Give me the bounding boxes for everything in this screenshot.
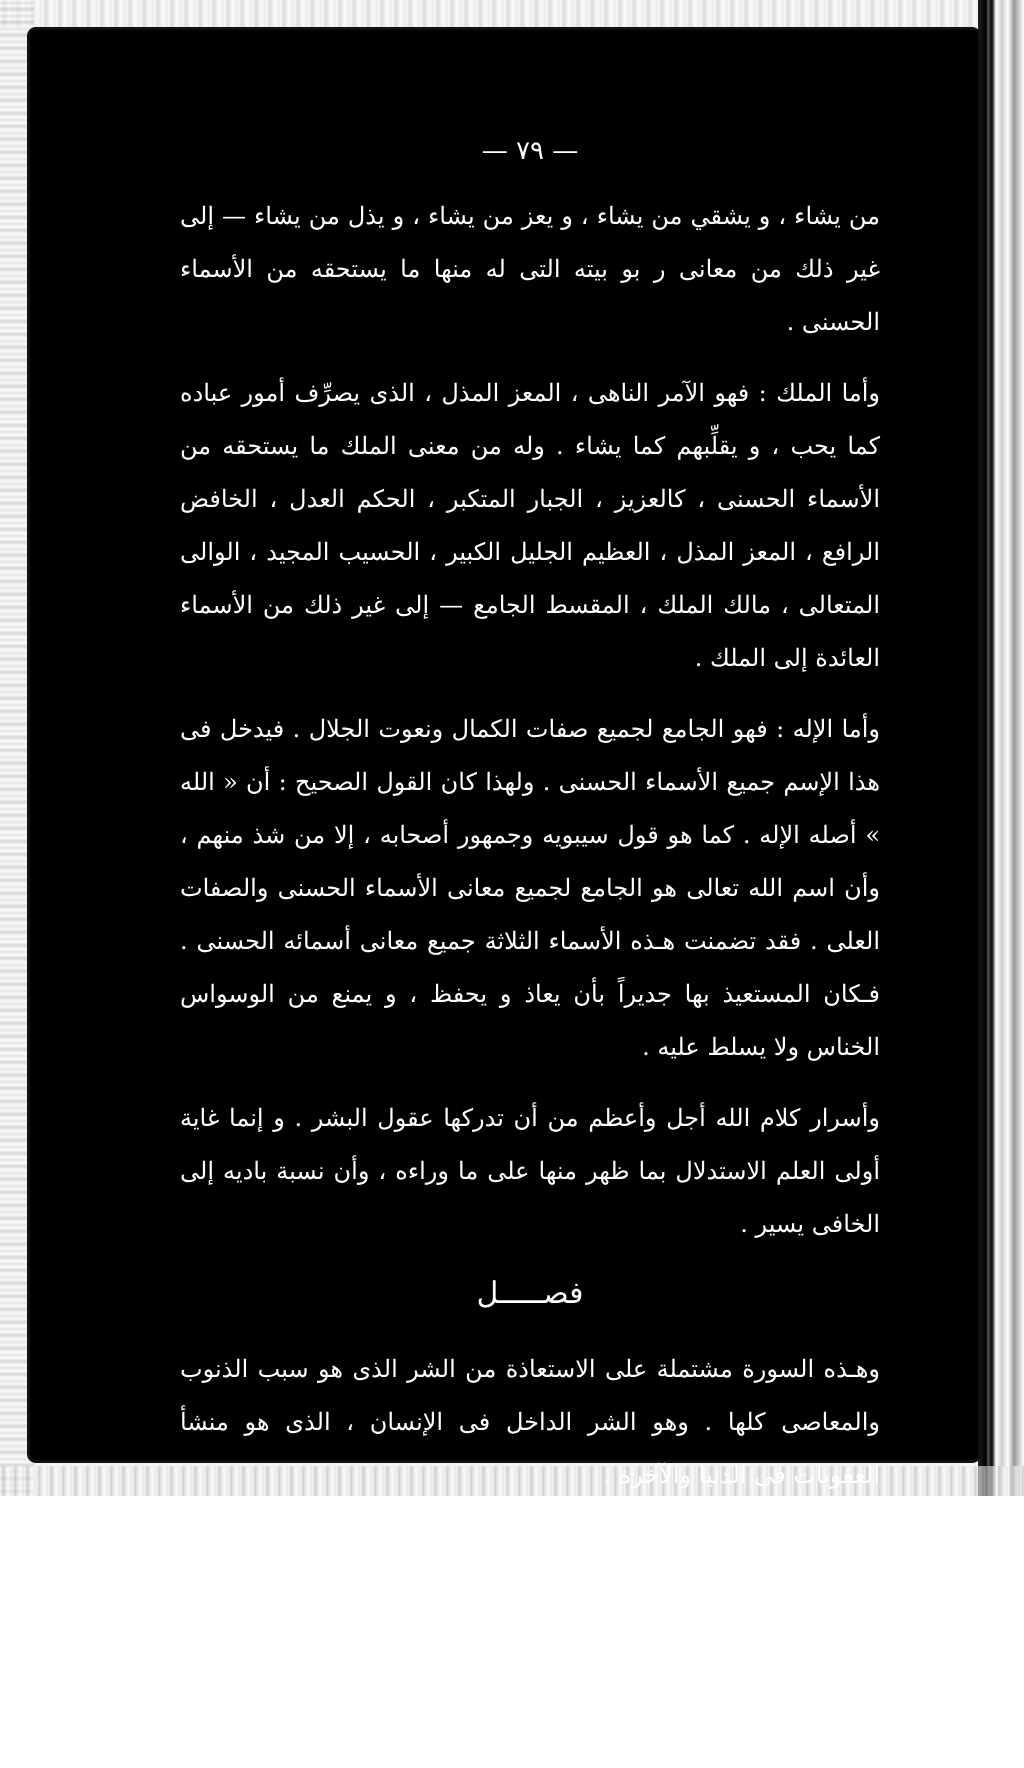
section-heading: فصـــــل — [476, 1276, 584, 1311]
section-paragraph-2: فسورة الفلق : تضمنت الاستعاذة من الشر الذى هو ظلم الغـير له بالسحر والحسد . وهو شر من خارج . — [180, 1532, 880, 1613]
scan-edge-right — [978, 0, 1024, 1496]
page-number: — ٧٩ — — [481, 136, 579, 166]
paragraph-3: وأما الإله : فهو الجامع لجميع صفات الكمال ونعوت الجلال . فيدخل فى هذا الإسم جميع الأسماء الحسنى . ولهذا كان القول الصحيح : أن « الله » أصله الإله . كما هو قول سيبويه وجمهور أصحابه ، إلا من شذ منهم ، وأن اسم الله تعالى هو الجامع لجميع معانى الأسماء الحسنى والصفات العلى . فقد تضمنت هـذه الأسماء الثلاثة جميع معانى أسمائه الحسنى . فـكان المستعيذ بها جديراً بأن يعاذ و يحفظ ، و يمنع من الوسواس الخناس ولا يسلط عليه . — [180, 715, 881, 1061]
paragraph-1: من يشاء ، و يشقي من يشاء ، و يعز من يشاء ، و يذل من يشاء — إلى غير ذلك من معانى ر بو بيته التى له منها ما يستحقه من الأسماء الحسنى . — [180, 202, 880, 336]
section-paragraph-3: وسورة الناس : تضمنت الاستعاذة من الشر الذى هو سبب ظلم العبد نفسه وهو شر من داخل . — [180, 1656, 880, 1737]
section-paragraph-1: وهـذه السورة مشتملة على الاستعاذة من الشر الذى هو سبب الذنوب والمعاصى كلها . وهو الشر الداخل فى الإنسان ، الذى هو منشأ العقوبات فى الدنيا والآخرة . — [180, 1355, 880, 1489]
paragraph-4: وأسرار كلام الله أجل وأعظم من أن تدركها عقول البشر . و إنما غاية أولى العلم الاستدلال بما ظهر منها على ما وراءه ، وأن نسبة بادیه إلى الخافى يسير . — [180, 1104, 880, 1238]
page-content — [180, 126, 880, 1768]
paragraph-2: وأما الملك : فهو الآمر الناهى ، المعز المذل ، الذى يصرِّف أمور عباده كما يحب ، و يقلِّبهم كما يشاء . وله من معنى الملك ما يستحقه من الأسماء الحسنى ، كالعزيز ، الجبار المتكبر ، الحكم العدل ، الخافض الرافع ، المعز المذل ، العظيم الجليل الكبير ، الحسيب المجيد ، الوالى المتعالى ، مالك الملك ، المقسط الجامع — إلى غير ذلك من الأسماء العائدة إلى الملك . — [180, 379, 880, 672]
scan-edge-top — [0, 0, 1024, 28]
scan-edge-left — [0, 0, 34, 1496]
book-page — [30, 30, 978, 1737]
